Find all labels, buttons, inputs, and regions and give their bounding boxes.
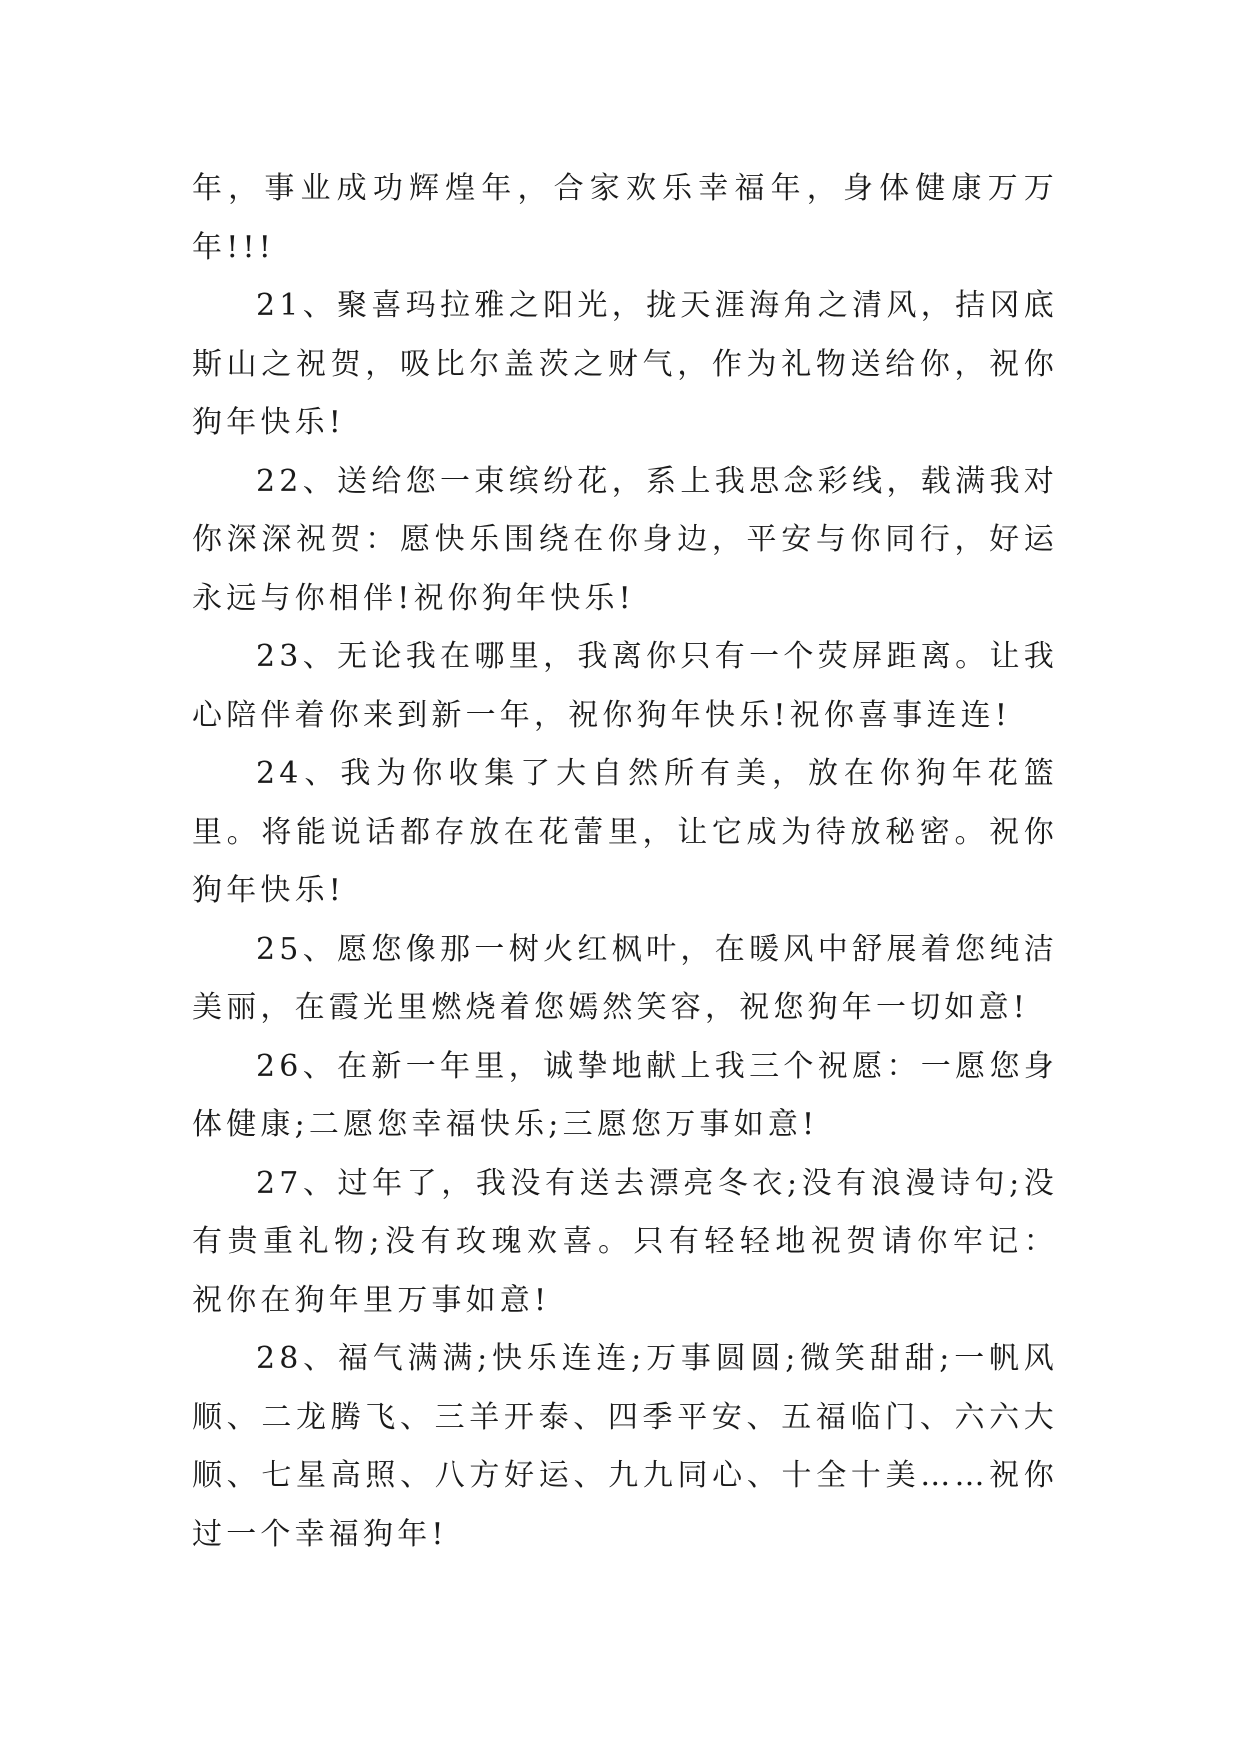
- document-body: [192, 160, 1058, 1564]
- paragraph-22: 22、送给您一束缤纷花，系上我思念彩线，载满我对你深深祝贺：愿快乐围绕在你身边，平安与你同行，好运永远与你相伴!祝你狗年快乐!: [192, 463, 1058, 616]
- paragraph-26: 26、在新一年里，诚挚地献上我三个祝愿：一愿您身体健康;二愿您幸福快乐;三愿您万事如意!: [192, 1048, 1058, 1142]
- paragraph-25: 25、愿您像那一树火红枫叶，在暖风中舒展着您纯洁美丽，在霞光里燃烧着您嫣然笑容，祝您狗年一切如意!: [192, 931, 1058, 1025]
- paragraph-24: 24、我为你收集了大自然所有美，放在你狗年花篮里。将能说话都存放在花蕾里，让它成为待放秘密。祝你狗年快乐!: [192, 756, 1058, 908]
- paragraph-23: 23、无论我在哪里，我离你只有一个荧屏距离。让我心陪伴着你来到新一年，祝你狗年快乐!祝你喜事连连!: [192, 639, 1058, 733]
- paragraph-21: 21、聚喜玛拉雅之阳光，拢天涯海角之清风，拮冈底斯山之祝贺，吸比尔盖茨之财气，作为礼物送给你，祝你狗年快乐!: [192, 288, 1058, 440]
- paragraph-27: 27、过年了，我没有送去漂亮冬衣;没有浪漫诗句;没有贵重礼物;没有玫瑰欢喜。只有轻轻地祝贺请你牢记：祝你在狗年里万事如意!: [192, 1165, 1058, 1318]
- paragraph-continuation: 年，事业成功辉煌年，合家欢乐幸福年，身体健康万万年!!!: [192, 171, 1058, 265]
- paragraph-28: 28、福气满满;快乐连连;万事圆圆;微笑甜甜;一帆风顺、二龙腾飞、三羊开泰、四季平安、五福临门、六六大顺、七星高照、八方好运、九九同心、十全十美……祝你过一个幸福狗年!: [192, 1341, 1058, 1552]
